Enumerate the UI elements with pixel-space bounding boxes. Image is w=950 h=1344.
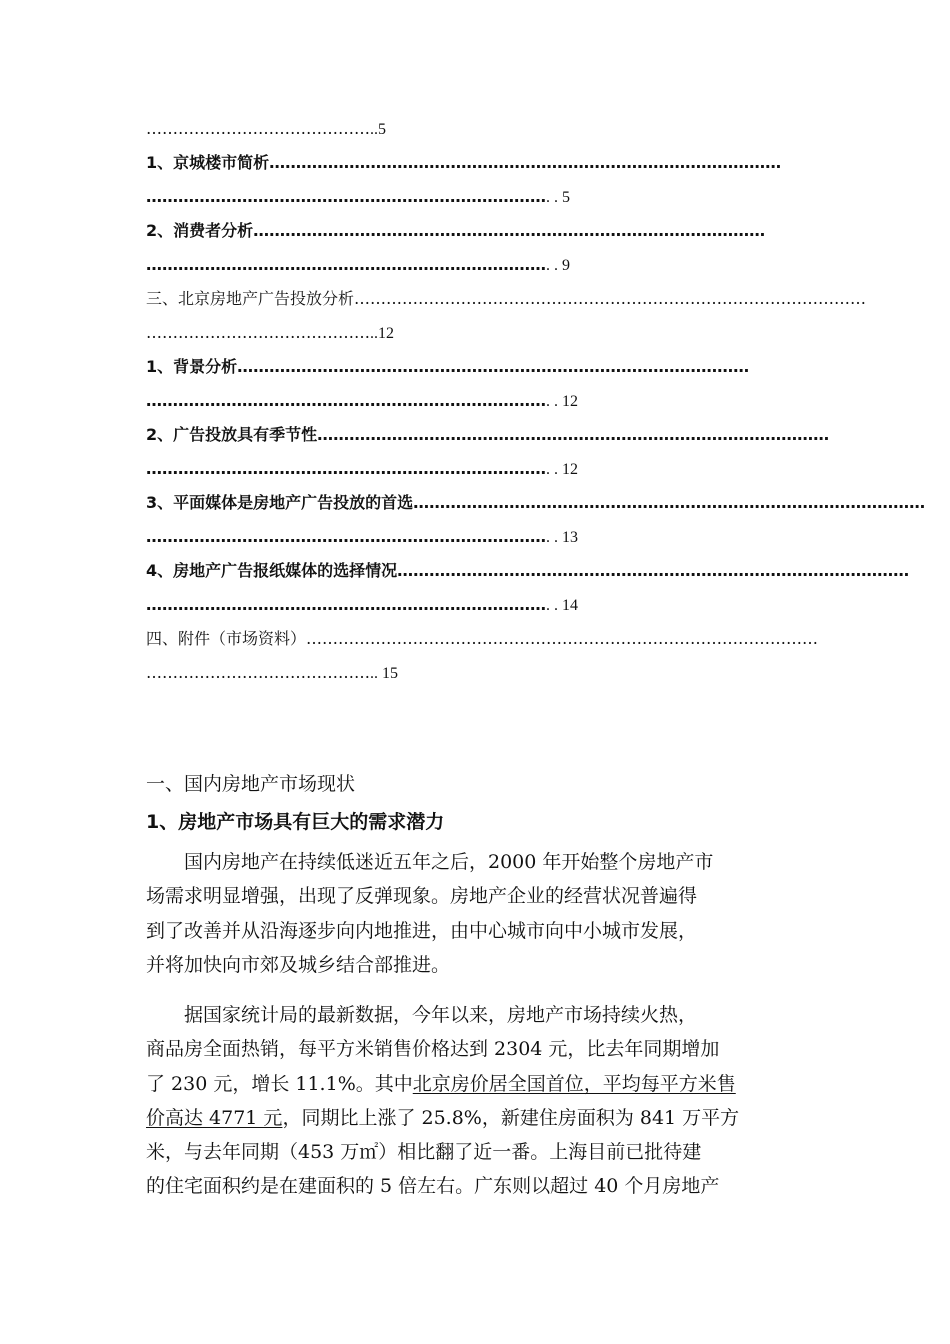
toc-line[interactable] xyxy=(146,116,806,142)
toc-line[interactable] xyxy=(146,456,806,482)
toc-page-number: . . 14 xyxy=(546,597,578,614)
paragraph-line: 据国家统计局的最新数据，今年以来，房地产市场持续火热， xyxy=(184,1004,698,1026)
paragraph-line: 米，与去年同期（453 万㎡）相比翻了近一番。上海目前已批待建 xyxy=(146,1141,702,1164)
toc-leader-dots: …………………………………………………………………………………… xyxy=(354,289,867,308)
text-run: 了 230 元，增长 11.1%。其中 xyxy=(146,1072,413,1095)
toc-entry-title: 2、广告投放具有季节性 xyxy=(146,425,318,444)
toc-leader-dots: ………………………………………………………………… xyxy=(146,459,546,478)
toc-page-number: . . 9 xyxy=(546,257,570,274)
toc-leader-dots: ………………………………………………………………… xyxy=(146,255,546,274)
toc-page-number: .. 15 xyxy=(370,665,398,682)
paragraph-line: 场需求明显增强，出现了反弹现象。房地产企业的经营状况普遍得 xyxy=(146,885,698,908)
paragraph-line: 并将加快向市郊及城乡结合部推进。 xyxy=(146,953,451,976)
section-heading: 一、国内房地产市场现状 xyxy=(146,773,356,795)
toc-line[interactable] xyxy=(146,558,910,584)
toc-leader-dots: ………………………………………………………………… xyxy=(146,527,546,546)
toc-leader-dots: …………………………………… xyxy=(146,323,370,342)
toc-line[interactable] xyxy=(146,660,806,686)
toc-line[interactable] xyxy=(146,252,806,278)
toc-leader-dots: …………………………………………………………………………………… xyxy=(253,221,766,240)
toc-leader-dots: …………………………………………………………………………………… xyxy=(317,425,830,444)
toc-page-number: ..12 xyxy=(370,325,394,342)
toc-entry-title: 1、京城楼市简析 xyxy=(146,153,270,172)
paragraph-line xyxy=(146,1067,808,1101)
paragraph-1 xyxy=(146,845,808,982)
underlined-text: 北京房价居全国首位，平均每平方米售 xyxy=(412,1072,736,1095)
toc-leader-dots: …………………………………… xyxy=(146,119,370,138)
toc-entry-title: 三、北京房地产广告投放分析 xyxy=(146,289,355,308)
toc-leader-dots: …………………………………………………………………………………… xyxy=(397,561,910,580)
toc-leader-dots: …………………………………………………………………………………… xyxy=(413,493,926,512)
toc-line[interactable] xyxy=(146,320,806,346)
toc-leader-dots: …………………………………………………………………………………… xyxy=(306,629,819,648)
toc-leader-dots: …………………………………………………………………………………… xyxy=(269,153,782,172)
toc-page-number: . . 12 xyxy=(546,393,578,410)
toc-entry-title: 1、背景分析 xyxy=(146,357,238,376)
toc-leader-dots: ………………………………………………………………… xyxy=(146,187,546,206)
toc-line[interactable] xyxy=(146,150,806,176)
paragraph-2 xyxy=(146,998,808,1204)
paragraph-line: 的住宅面积约是在建面积的 5 倍左右。广东则以超过 40 个月房地产 xyxy=(146,1175,720,1198)
toc-line[interactable] xyxy=(146,354,806,380)
toc-page-number: . . 5 xyxy=(546,189,570,206)
toc-line[interactable] xyxy=(146,388,806,414)
toc-entry-title: 2、消费者分析 xyxy=(146,221,254,240)
toc-entry-title: 3、平面媒体是房地产广告投放的首选 xyxy=(146,493,414,512)
paragraph-line: 国内房地产在持续低迷近五年之后，2000 年开始整个房地产市 xyxy=(184,851,714,873)
toc-leader-dots: …………………………………… xyxy=(146,663,370,682)
underlined-text: 价高达 4771 元 xyxy=(146,1106,283,1129)
subsection-heading: 1、房地产市场具有巨大的需求潜力 xyxy=(146,811,445,833)
toc-line[interactable] xyxy=(146,286,867,312)
toc-leader-dots: ………………………………………………………………… xyxy=(146,391,546,410)
toc-line[interactable] xyxy=(146,184,806,210)
toc-leader-dots: ………………………………………………………………… xyxy=(146,595,546,614)
toc-line[interactable] xyxy=(146,592,806,618)
paragraph-line: 商品房全面热销，每平方米销售价格达到 2304 元，比去年同期增加 xyxy=(146,1038,720,1061)
toc-page-number: . . 13 xyxy=(546,529,578,546)
text-run: ，同期比上涨了 25.8%，新建住房面积为 841 万平方 xyxy=(282,1106,740,1129)
toc-line[interactable] xyxy=(146,626,819,652)
toc-page-number: ..5 xyxy=(370,121,386,138)
toc-entry-title: 四、附件（市场资料） xyxy=(146,629,307,648)
paragraph-line: 到了改善并从沿海逐步向内地推进，由中心城市向中小城市发展， xyxy=(146,919,698,942)
toc-line[interactable] xyxy=(146,490,926,516)
paragraph-line xyxy=(146,1101,808,1135)
toc-entry-title: 4、房地产广告报纸媒体的选择情况 xyxy=(146,561,398,580)
toc-line[interactable] xyxy=(146,524,806,550)
toc-line[interactable] xyxy=(146,218,806,244)
toc-line[interactable] xyxy=(146,422,830,448)
toc-page-number: . . 12 xyxy=(546,461,578,478)
toc-leader-dots: …………………………………………………………………………………… xyxy=(237,357,750,376)
